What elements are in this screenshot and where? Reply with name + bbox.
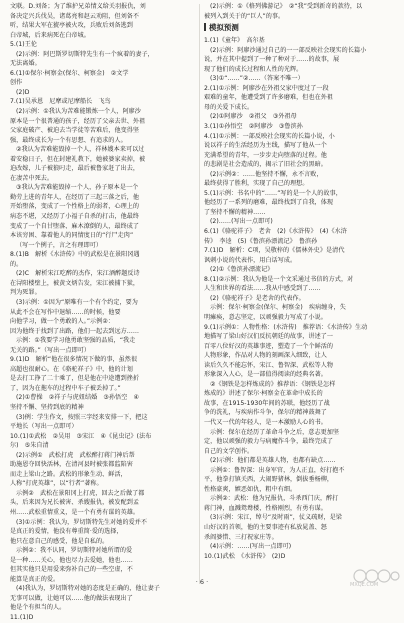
text-line: 判为死罪。	[10, 289, 41, 297]
text-line: 他只在意自己的感受，他是自私的。	[10, 537, 109, 545]
text-line: (2)……(写出一点即可)	[210, 218, 273, 226]
text-line: 能算是真正的爱。	[10, 575, 60, 583]
text-line: 示例：保尔在经历了革命斗争之后，意志更加坚	[210, 428, 340, 436]
text-line: 是去打工挣了二十乘了，但是他在中途遭到挫折	[10, 375, 140, 383]
text-line: 5.(1)示例：书名中的“……”写的是一个人的故事，	[204, 189, 342, 197]
text-line: 4.(1)①示例：一部反映社会现实的长篇小说，小	[204, 132, 335, 140]
text-line: 1.(1)《童年》 高尔基	[204, 37, 265, 45]
text-line: 地描写了梁山好汉们反抗朝廷的故事，讲述了一	[204, 333, 334, 341]
text-line: 11.(1)D	[10, 614, 34, 621]
text-line: 病态不堪，又经历了小福子自杀的打击，他最终	[10, 213, 140, 221]
text-line: 示例②：我不认同，罗切斯特对她所谓的爱	[16, 547, 133, 555]
text-line: 变成了一个自甘堕落、麻木潦倒的人，最终成了	[10, 222, 140, 230]
text-line: 故事，在1915-1930年间的苏联，他经历了战	[204, 399, 330, 407]
text-line: 强，最终成长为一个有思想、有追求的人。	[10, 136, 127, 144]
text-line: 无关的路。”（写出一点即可）	[10, 346, 91, 354]
text-line: 9.(1)D 解析“他在很多情况下做的事，虽然很	[10, 356, 138, 364]
text-line: (2)D	[16, 88, 30, 96]
text-line: 9.(1)示例①：人物性格：(水浒传) 推荐语：《水浒传》生动	[204, 323, 368, 331]
text-line: (2)示例：①《格列佛游记》 ②“我”受到新奇的款待，以	[210, 3, 363, 10]
text-line: 杀阎婆惜、三打祝家庄等。	[204, 533, 278, 541]
text-line: 迫改嫁，儿子被狼叼走，最后被鲁家赶了出去，	[10, 165, 140, 173]
text-line: 定，他以顽强的毅力与病魔作斗争，最终完成了	[204, 438, 334, 446]
text-line: 人物形象，作品对人物的刻画深入细致，让人	[204, 352, 327, 360]
text-line: 文联。D.刘备；为了维护兄弟情义给关羽报仇，刘	[10, 3, 146, 10]
text-line: 示例② 武松在景阳冈上打虎，回去之后做了都	[16, 489, 145, 497]
text-line: (4)示例：……(写出一点即可)	[210, 543, 292, 551]
text-line: 助施恩夺回快活林，在清河县时被张都监陷害	[10, 461, 133, 469]
text-line: 了坚持不懈的精神……	[204, 208, 266, 216]
text-line: 在浔阳楼壁上，被黄文炳告发，宋江被捕下狱，	[10, 279, 140, 287]
text-line: 5.(1)王伦	[10, 41, 37, 49]
text-line: 了，因为在拖车的过程中车子被丢掉了。”	[10, 384, 121, 392]
text-line: 而走上梁山之路。武松的形象生动、鲜活，	[10, 470, 127, 478]
text-line: (2)①阿廖沙 ②祖父 ③外祖母	[210, 113, 297, 121]
text-line: 人称“打虎英雄”，以“行者”著称。	[10, 480, 103, 488]
text-line: (4)我认为，罗切斯特对她的态度是正确的，他让妻子	[16, 585, 160, 593]
text-line: (3)①“……”②……（答案不唯一）	[210, 75, 304, 83]
text-line: 他经历了一系列的磨难，最终找到了自我，体现	[204, 199, 334, 207]
text-line: (2)C 解析宋江吃醉的杰作，宋江酒醉题反诗	[16, 270, 140, 278]
text-line: ③我认为苦难能毁掉一个人，孙子原本是一个	[16, 184, 139, 192]
text-line: 示例：①我要学习他勇敢坚强的品质，“我走	[16, 337, 136, 345]
text-line: 在凄苦中死去。	[10, 174, 54, 182]
text-line: 尔) ⑤朱自清	[10, 442, 49, 450]
text-line: (3)示例：宋江，绰号“及时雨”，仗义疏财，是梁	[210, 514, 342, 522]
page-number: · 6 ·	[195, 578, 209, 586]
text-line: (2)示例：阿巴斯罗切斯特先生有一个疯着的妻子，	[16, 50, 154, 58]
text-line: 蒋门神，血溅鸳鸯楼，性格刚烈，有勇有谋。	[204, 504, 327, 512]
text-line: 母的关爱下成长。	[204, 103, 254, 111]
text-line: 艰难的童年，他遭受到了许多磨难，但也在外祖	[204, 94, 334, 102]
text-line: 父家庭破产、被迫去当学徒等苦难后，他变得坚	[10, 127, 140, 135]
text-line: 勤劳上进的青年人，在经历了三起三落之后，他	[10, 193, 140, 201]
text-line: 着安稳日子，但在封建礼教下，她被婆家卖掉，被	[10, 155, 146, 163]
left-column	[10, 2, 198, 623]
text-line: 8.(1)B 解析《水浒传》中的武松是在景阳冈遇	[10, 251, 140, 259]
text-line: (2)示例：①我认为苦难能锻炼一个人，阿廖沙	[16, 108, 141, 116]
text-line: 坚持不懈、坚持到底的精神	[10, 403, 84, 411]
text-line: 的。	[10, 260, 23, 268]
text-line: ②我认为苦难能毁掉一个人，祥林嫂本来可以过	[16, 146, 145, 154]
text-line: 10.(1)①武松 ②吴用 ③宋江 ④《昆虫记》(法布	[10, 432, 152, 440]
text-line: 因为他终于找到了出路，他们一起去到远方……	[10, 327, 140, 335]
text-line: 高超也很耐心。在《骆驼祥子》中，他的计划	[10, 365, 133, 373]
text-line: 6.(1)《骆驼祥子》 老舍 (2)《水浒传》 (4)《水浒	[204, 228, 347, 236]
text-line: 头，后来因为兄长被害、杀嫂报仇，被发配到孟	[10, 499, 140, 507]
text-line: (3)示例：①因为“原唯有一个有个约定，要为	[16, 298, 138, 306]
text-line: (3)①示例：我认为，罗切斯特先生对她的爱并不	[16, 518, 148, 526]
text-line: 山好汉的首领，他的主要事迹有私放晁盖、怒	[204, 523, 327, 531]
text-line: 讽刺小说的代表作，用白话写成。	[204, 256, 297, 264]
text-line: 3.(1)①孙悟空 ②阿廖沙 ③鲁滨孙	[204, 123, 303, 131]
text-line: 被列入到关于的“巨人”的事。	[204, 12, 285, 20]
text-line: 创作	[10, 79, 23, 87]
text-line: 读后久久不能忘怀，宋江、鲁智深、武松等人物	[204, 361, 334, 369]
text-line: 充满希望的青年，一步步走向堕落的过程。他	[204, 151, 327, 159]
text-line: 从此不会在写作中退缩……的时候，他要	[10, 308, 121, 316]
text-line: 平地长（写出一点即可）	[10, 423, 78, 431]
text-line: 百零八位好汉的英雄事迹，塑造了一个个鲜活的	[204, 342, 334, 350]
text-line: 示例②：武松：他为兄报仇，斗杀西门庆，醉打	[210, 495, 339, 503]
text-line: 7.(1)D 解析：C项，吴敬梓的《儒林外史》是清代	[204, 247, 345, 255]
text-line: (2)示例②：……他坚持不懈，永不言败，	[210, 170, 323, 178]
text-line: 是真正的爱情，他没有尊重简·爱的选择，	[10, 528, 123, 536]
text-line: 炼成的》讲述了保尔·柯察金在革命中成长的	[204, 390, 323, 398]
section-heading	[204, 22, 394, 34]
text-line: 说，并在其中提到了一种了种对于……的故事，展	[204, 56, 340, 64]
text-line: 2.(1)①示例：阿廖沙在外祖父家中度过了一段	[204, 84, 329, 92]
text-line: (2)示例：他们都是英雄人物，也都有缺点……	[210, 457, 336, 465]
text-line: 向他学习，做一个勇敢的人。”示例②：	[10, 318, 114, 326]
section-heading-text: 模拟预测	[209, 23, 239, 33]
text-line: 人生和世界的看法……我从中感受到了……	[204, 285, 321, 293]
text-line: 无法离婚。	[10, 60, 41, 68]
text-line: 但其实他只是用爱来弥补自己的一些空虚，不	[10, 566, 133, 574]
text-line: 本该穷困、靠着他人的同情度日的“行尸走肉”	[10, 232, 134, 240]
text-line: 8.(1)②示例：我认为他是一个文采通过书信的方式，对	[204, 275, 354, 283]
text-line: (3)例：学生作文，按照三字经来安排一下，把这	[16, 413, 148, 421]
text-line: (2)①《鲁滨孙漂流记》	[210, 266, 274, 274]
text-line: 传》 李逵 (5)《鲁滨孙漂流记》 鲁滨孙	[204, 237, 318, 245]
text-line: 自己的文学创作。	[204, 447, 254, 455]
text-line: 听，结果大军在猇亭被火攻，兵败后刘备逃到	[10, 22, 133, 30]
text-line: (2)示例① 武松打虎 武松醉打蒋门神后帮	[16, 451, 135, 459]
text-line: 10.(1)武松 《水浒传》 (2)D	[204, 552, 286, 560]
text-line: 示例①：鲁智深：出身军官，为人正直，好打抱不	[210, 466, 345, 474]
text-line: 一代又一代的年轻人，是一本激励人心的书。	[204, 418, 327, 426]
text-line: 争的洗礼，与疾病作斗争，保尔的精神鼓舞了	[204, 409, 327, 417]
heading-bar-icon	[204, 23, 206, 31]
text-line: 备决定兴兵伐吴，诸葛亮和赵云劝阻，但刘备不	[10, 12, 140, 20]
text-line: 最终获得了胜利，实现了自己的理想。	[204, 180, 309, 188]
text-line: 形象深入人心，是一部值得阅读的经典名著。	[204, 371, 327, 379]
text-line: 他是个有担当的人。	[10, 604, 66, 612]
text-line: 是一种……关心，他也尽力去爱她，他也……	[10, 556, 133, 564]
text-line: 6.(1)①保尔·柯察金(保尔、柯察金) ②文学	[10, 69, 129, 77]
text-line: （写一个例子，言之有理即可）	[16, 241, 103, 249]
text-line: (2)示例：阿廖沙通过自己的一一部反映社会现实的长篇小	[210, 46, 367, 54]
text-line: 开始堕落，变成了一个性格上的弱者，心理上的	[10, 203, 140, 211]
watermark-logo	[350, 568, 402, 598]
text-line: 示例：保尔·柯察金(保尔、柯察金) 疾病缠身，失	[210, 304, 346, 312]
text-line: 明瘫痪，意志坚定，以顽强毅力写成了小说。	[204, 313, 327, 321]
text-line: 性格豪爽，嫉恶如仇，粗中有细。	[204, 485, 297, 493]
text-line: 州……武松重情重义，是一个有勇有谋的英雄。	[10, 508, 140, 516]
text-line: (2)①曹操 ②祥子与虎妞结婚 ③孙悟空 ④	[16, 394, 139, 402]
text-line: 白帝城，后来病死在白帝城。	[10, 31, 90, 39]
watermark-text: MXQE.COM	[350, 582, 379, 588]
text-line: 现了他们的成长过程和人性的光辉。	[204, 65, 303, 73]
text-line: 7.(1)吴承恩 尼摩或尼摩船长 飞鸟	[10, 98, 111, 106]
text-line: 无事可以做，让她可以……他的做法表现出了	[10, 594, 133, 602]
text-line: (2)《骆驼祥子》是老舍的代表作。	[210, 294, 305, 302]
text-line: 的悲剧是社会造成的，揭示了旧社会的黑暗。	[204, 161, 327, 169]
text-line: 平，他拳打镇关西，大闹野猪林，倒拔垂杨柳，	[204, 476, 334, 484]
text-line: 说以祥子的生活经历为主线，描写了他从一个	[204, 142, 327, 150]
text-line: 原本是一个很普通的孩子，经历了父亲去世、外祖	[10, 117, 146, 125]
right-column	[204, 2, 394, 561]
column-divider	[199, 4, 200, 584]
text-line: ②《钢铁是怎样炼成的》推荐语：《钢铁是怎样	[210, 380, 336, 388]
